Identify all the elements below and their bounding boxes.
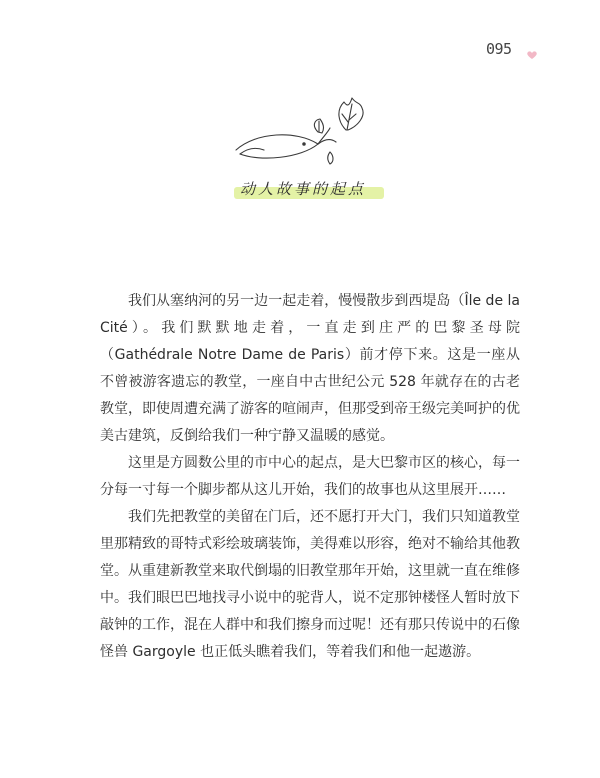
paragraph: 这里是方圆数公里的市中心的起点，是大巴黎市区的核心，每一分每一寸每一个脚步都从这儿开始，我们的故事也从这里展开……: [100, 455, 520, 498]
body-text: [100, 288, 520, 666]
leaf-fish-icon: [226, 92, 376, 182]
heart-icon: [526, 50, 538, 60]
page-number: 095: [486, 40, 512, 58]
paragraph: 我们先把教堂的美留在门后，还不愿打开大门，我们只知道教堂里那精致的哥特式彩绘玻璃装饰，美得难以形容，绝对不输给其他教堂。从重建新教堂来取代倒塌的旧教堂那年开始，这里就一直在维修中。我们眼巴巴地找寻小说中的驼背人，说不定那钟楼怪人暂时放下敲钟的工作，混在人群中和我们擦身而过呢！还有那只传说中的石像怪兽 Gargoyle 也正低头瞧着我们，等着我们和他一起遨游。: [100, 509, 520, 660]
heading-block: [240, 178, 366, 202]
paragraph: 我们从塞纳河的另一边一起走着，慢慢散步到西堤岛（Île de la Cité）。我们默默地走着，一直走到庄严的巴黎圣母院（Gathédrale Notre Dame de Paris）前才停下来。这是一座从不曾被游客遗忘的教堂，一座自中古世纪公元 528 年就存在的古老教堂，即使周遭充满了游客的喧闹声，但那受到帝王级完美呵护的优美古建筑，反倒给我们一种宁静又温暖的感觉。: [100, 293, 520, 444]
chapter-heading: 动人故事的起点: [240, 180, 367, 198]
